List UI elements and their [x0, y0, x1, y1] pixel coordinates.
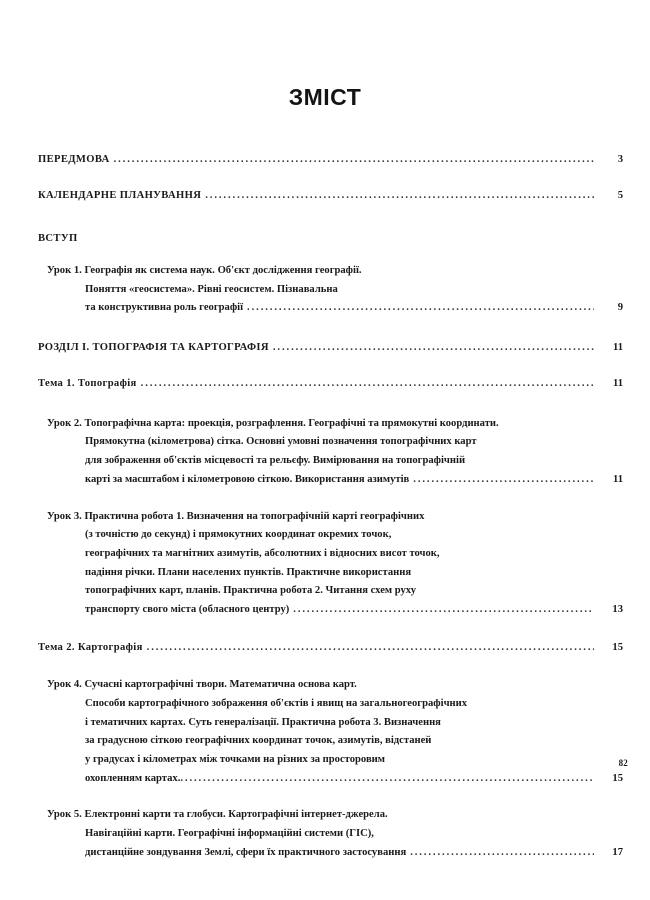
lesson-line: та конструктивна роль географії: [85, 302, 244, 314]
toc-page-number: 11: [612, 378, 623, 390]
spacer: [38, 490, 623, 508]
lesson-line: Урок 5. Електронні карти та глобуси. Картографічні інтернет-джерела.: [47, 809, 388, 821]
toc-entry-lesson-4[interactable]: [38, 676, 623, 788]
dot-leader: [147, 640, 594, 656]
dot-leader: [293, 601, 594, 620]
dot-leader: [180, 770, 594, 789]
spacer: [38, 620, 623, 640]
lesson-line: дистанційне зондування Землі, сфери їх практичного застосування: [85, 846, 407, 858]
toc-page-number: 13: [612, 604, 623, 616]
lesson-line: Поняття «геосистема». Рівні геосистем. Пізнавальна: [85, 283, 338, 295]
toc-entry-part-1[interactable]: [38, 340, 623, 356]
toc-page-number: 11: [612, 473, 623, 485]
lesson-line: і тематичних картах. Суть генералізації. Практична робота 3. Визначення: [85, 716, 441, 728]
toc-entry-lesson-5[interactable]: [38, 806, 623, 862]
toc-page-number: 5: [617, 190, 623, 202]
dot-leader: [205, 188, 594, 204]
toc-entry-lesson-1[interactable]: [38, 262, 623, 318]
toc-list: [22, 152, 628, 863]
spacer: [38, 318, 623, 340]
lesson-line: Урок 1. Географія як система наук. Об'єкт дослідження географії.: [47, 264, 362, 276]
lesson-line: топографічних карт, планів. Практична робота 2. Читання схем руху: [85, 585, 417, 597]
lesson-line: Урок 3. Практична робота 1. Визначення на топографічній карті географічних: [47, 510, 425, 522]
lesson-line: падіння річки. Плани населених пунктів. Практичне використання: [85, 566, 412, 578]
dot-leader: [141, 376, 594, 392]
spacer: [38, 205, 623, 231]
dot-leader: [273, 340, 594, 356]
lesson-line: у градусах і кілометрах між точками на різних за просторовим: [85, 753, 385, 765]
toc-section-heading-intro: ВСТУП: [38, 232, 78, 244]
toc-page-number: 17: [612, 846, 623, 858]
dot-leader: [410, 844, 594, 863]
toc-page-number: 15: [612, 641, 623, 653]
spacer: [38, 168, 623, 188]
toc-entry-calendar-planning[interactable]: [38, 188, 623, 204]
toc-entry-theme-2[interactable]: [38, 640, 623, 656]
toc-entry-preface[interactable]: [38, 152, 623, 168]
lesson-line: Прямокутна (кілометрова) сітка. Основні умовні позначення топографічних карт: [85, 436, 477, 448]
dot-leader: [413, 471, 594, 490]
lesson-line: Навігаційні карти. Географічні інформаційні системи (ГІС),: [85, 828, 374, 840]
toc-entry-lesson-3[interactable]: [38, 508, 623, 620]
toc-entry-label: КАЛЕНДАРНЕ ПЛАНУВАННЯ: [38, 190, 202, 202]
spacer: [38, 788, 623, 806]
dot-leader: [114, 152, 594, 168]
toc-entry-lesson-2[interactable]: [38, 415, 623, 490]
toc-page-number: 3: [617, 154, 623, 165]
lesson-line: за градусною сіткою географічних координат точок, азимутів, відстаней: [85, 735, 432, 747]
lesson-line: охопленням картах.: [85, 772, 181, 784]
lesson-line: Урок 2. Топографічна карта: проекція, розграфлення. Географічні та прямокутні координати.: [47, 417, 499, 429]
toc-page-number: 11: [612, 341, 623, 353]
lesson-line: Урок 4. Сучасні картографічні твори. Математична основа карт.: [47, 679, 357, 691]
spacer: [38, 656, 623, 676]
lesson-line: географічних та магнітних азимутів, абсолютних і відносних висот точок,: [85, 547, 440, 559]
lesson-line: (з точністю до секунд) і прямокутних координат окремих точок,: [85, 529, 392, 541]
lesson-line: транспорту свого міста (обласного центру): [85, 604, 290, 616]
page-title: ЗМІСТ: [288, 84, 362, 110]
toc-entry-label: Тема 1. Топографія: [38, 378, 137, 390]
spacer: [38, 246, 623, 262]
toc-entry-theme-1[interactable]: [38, 376, 623, 392]
spacer: [38, 393, 623, 415]
lesson-line: для зображення об'єктів місцевості та рельєфу. Вимірювання на топографічній: [85, 455, 466, 467]
toc-page-number: 15: [612, 772, 623, 784]
lesson-line: карті за масштабом і кілометровою сіткою. Використання азимутів: [85, 473, 410, 485]
toc-entry-label: Тема 2. Картографія: [38, 641, 143, 653]
folio-page-number: 82: [618, 758, 628, 768]
spacer: [38, 356, 623, 376]
toc-page-number: 9: [617, 302, 623, 314]
dot-leader: [247, 299, 594, 318]
toc-entry-label: РОЗДІЛ І. ТОПОГРАФІЯ ТА КАРТОГРАФІЯ: [38, 341, 269, 353]
toc-entry-label: ПЕРЕДМОВА: [38, 154, 110, 165]
lesson-line: Способи картографічного зображення об'єктів і явищ на загальногеографічних: [85, 697, 468, 709]
